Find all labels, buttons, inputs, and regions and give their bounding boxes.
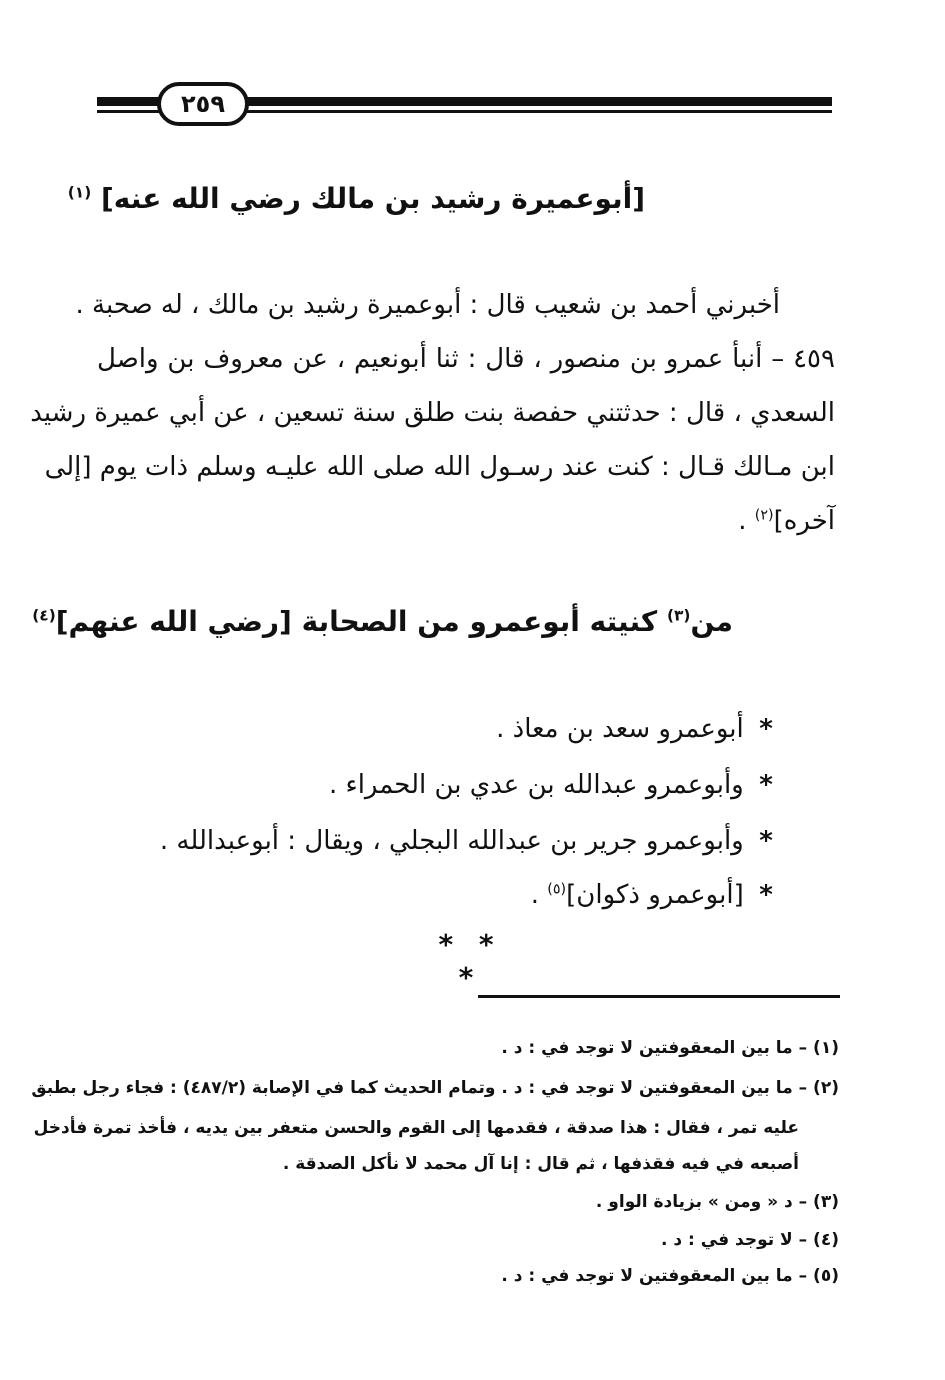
- footnote-ref-4: (٤): [32, 606, 56, 625]
- paragraph-line-5-text: آخره]: [773, 506, 835, 536]
- paragraph-line-2: ٤٥٩ – أنبأ عمرو بن منصور ، قال : ثنا أبونعيم ، عن معروف بن واصل: [97, 344, 835, 374]
- list-item-text: وأبوعمرو جرير بن عبدالله البجلي ، ويقال : أبوعبدالله .: [159, 826, 744, 856]
- footnote-5: (٥) – ما بين المعقوفتين لا توجد في : د .: [501, 1266, 839, 1286]
- footnote-ref-5: (٥): [547, 881, 567, 898]
- section-title-text: [أبوعميرة رشيد بن مالك رضي الله عنه]: [101, 182, 645, 215]
- paragraph-line-1: أخبرني أحمد بن شعيب قال : أبوعميرة رشيد بن مالك ، له صحبة .: [75, 290, 780, 320]
- footnote-1: (١) – ما بين المعقوفتين لا توجد في : د .: [501, 1038, 839, 1058]
- list-item-end: .: [530, 880, 548, 910]
- paragraph-line-3: السعدي ، قال : حدثتني حفصة بنت طلق سنة تسعين ، عن أبي عميرة رشيد: [30, 398, 835, 428]
- list-item: [329, 770, 780, 800]
- bullet-star-icon: *: [759, 880, 773, 910]
- footnote-2-line-2: عليه تمر ، فقال : هذا صدقة ، فقدمها إلى القوم والحسن متعفر بين يديه ، فأخذ تمرة فأدخل: [33, 1118, 799, 1138]
- bullet-star-icon: *: [759, 826, 773, 856]
- page-number: [157, 82, 249, 126]
- list-item: [531, 880, 780, 910]
- list-item-text: [أبوعمرو ذكوان]: [566, 880, 744, 910]
- footnote-3: (٣) – د « ومن » بزيادة الواو .: [595, 1192, 839, 1212]
- bullet-star-icon: *: [759, 714, 773, 744]
- section-title-abu-umayra: [68, 182, 645, 215]
- footnote-separator: [478, 995, 840, 998]
- footnote-2-line-3: أصبعه في فيه فقذفها ، ثم قال : إنا آل محمد لا نأكل الصدقة .: [282, 1154, 799, 1174]
- paragraph-line-4: ابن مـالك قـال : كنت عند رسـول الله صلى الله عليـه وسلم ذات يوم [إلى: [44, 452, 835, 482]
- section2-title-prefix: من: [690, 605, 733, 638]
- paragraph-line-5-end: .: [738, 506, 755, 536]
- section2-title-main: كنيته أبوعمرو من الصحابة [رضي الله عنهم]: [55, 605, 667, 638]
- footnote-2-line-1: (٢) – ما بين المعقوفتين لا توجد في : د . وتمام الحديث كما في الإصابة (٤٨٧/٢) : فجاء رجل بطبق: [31, 1078, 839, 1098]
- footnote-ref-1: (١): [67, 183, 92, 202]
- list-item: [496, 714, 780, 744]
- footnote-ref-3: (٣): [666, 606, 691, 625]
- section-divider: * * *: [438, 928, 502, 994]
- footnote-4: (٤) – لا توجد في : د .: [661, 1230, 839, 1250]
- list-item-text: أبوعمرو سعد بن معاذ .: [496, 714, 744, 744]
- list-item: [160, 826, 780, 856]
- page-number-text: ٢٥٩: [181, 90, 225, 118]
- footnote-ref-2: (٢): [754, 507, 774, 524]
- paragraph-line-5: [738, 506, 835, 536]
- bullet-star-icon: *: [759, 770, 773, 800]
- list-item-text: وأبوعمرو عبدالله بن عدي بن الحمراء .: [328, 770, 744, 800]
- section-title-abu-amr: [32, 605, 733, 638]
